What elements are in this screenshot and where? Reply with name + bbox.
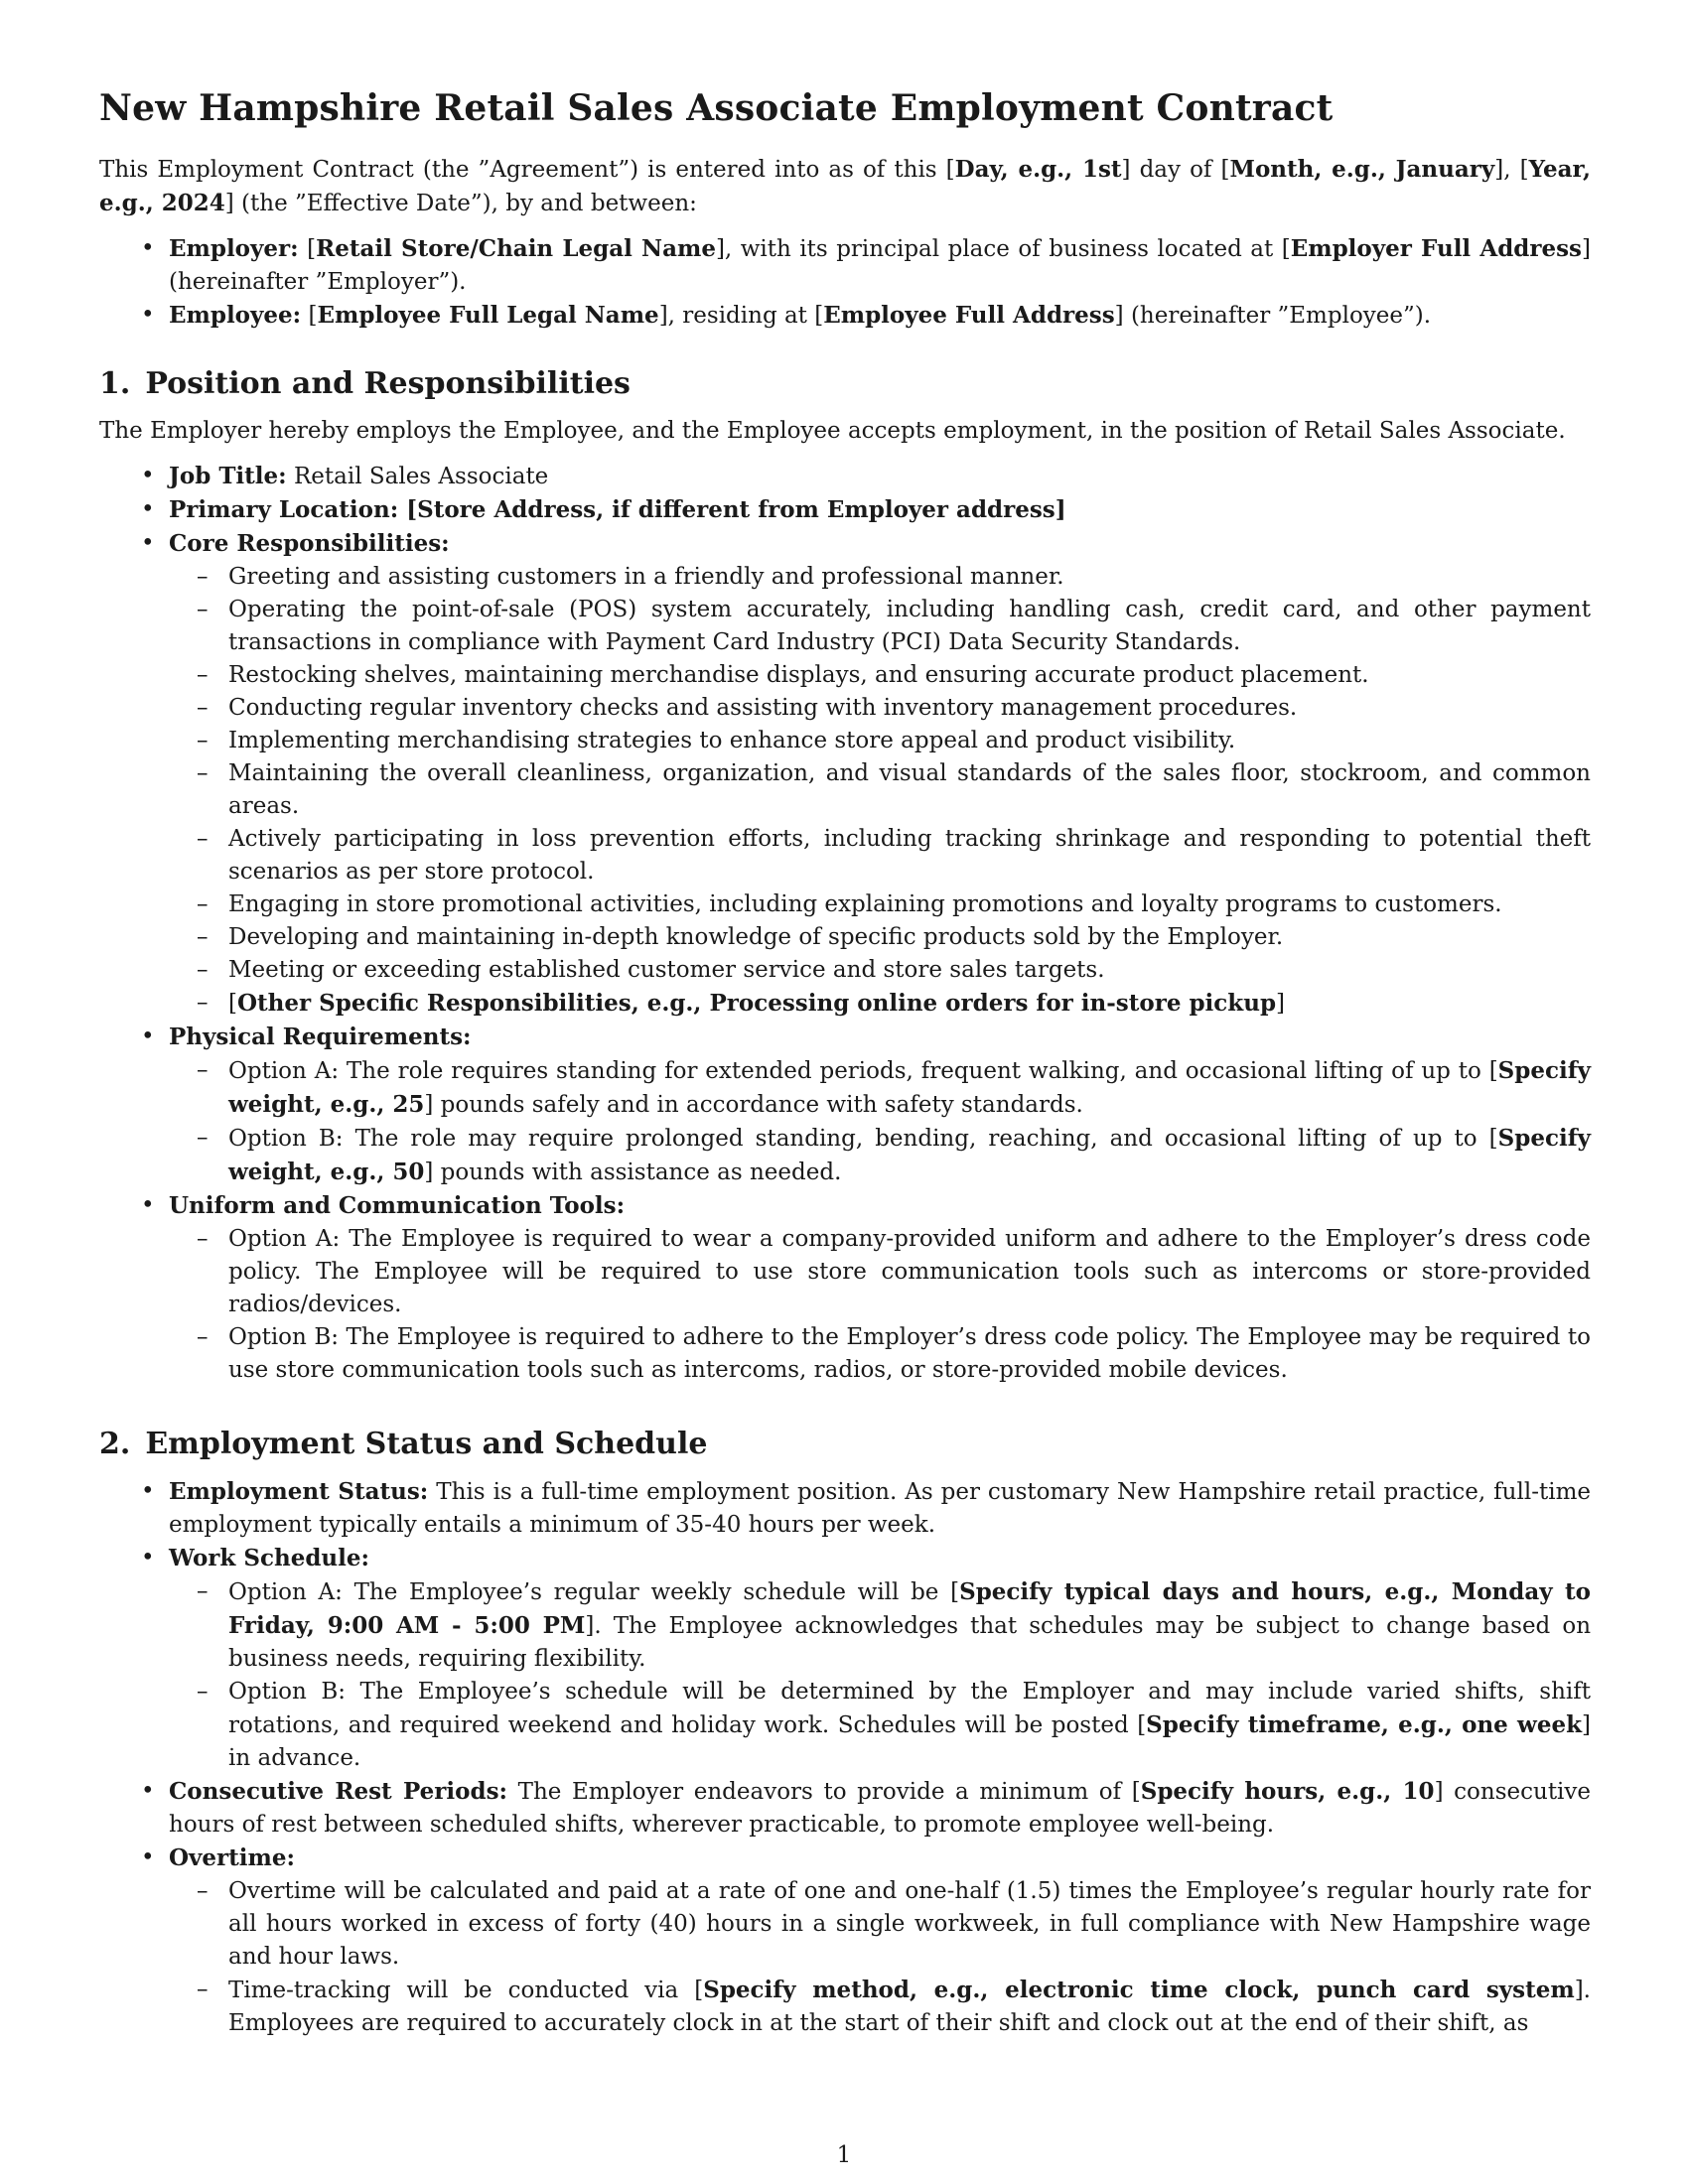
- rest-periods-item: [169, 1775, 1591, 1842]
- uniform-list: [169, 1223, 1591, 1387]
- other-responsibilities-placeholder: Other Specific Responsibilities, e.g., Processing online orders for in-store pickup: [236, 990, 1277, 1017]
- item-label: Core Responsibilities:: [169, 530, 450, 557]
- month-placeholder: Month, e.g., January: [1229, 156, 1495, 183]
- list-item: [228, 1054, 1591, 1122]
- primary-location-item: [169, 493, 1591, 527]
- option-text: ] in advance.: [228, 1712, 1592, 1771]
- item-value: This is a full-time employment position. As per customary New Hampshire retail practice, full-time employment typically entails a minimum of 35-40 hours per week.: [169, 1479, 1592, 1538]
- page-number: 1: [836, 2142, 852, 2168]
- item-label: Physical Requirements:: [169, 1024, 472, 1050]
- time-tracking-placeholder: Specify method, e.g., electronic time clock, punch card system: [703, 1977, 1575, 2003]
- section-1-heading: 1. Position and Responsibilities: [99, 366, 631, 401]
- list-item: [228, 987, 1591, 1021]
- section-2-heading: 2. Employment Status and Schedule: [99, 1427, 708, 1461]
- job-title-item: [169, 460, 1591, 493]
- physical-requirements-item: [169, 1021, 1591, 1189]
- item-label: Employment Status:: [169, 1478, 429, 1505]
- physical-requirements-list: [169, 1054, 1591, 1189]
- employment-status-item: [169, 1475, 1591, 1542]
- option-text: Option B: The Employee’s schedule will be determined by the Employer and may include varied shifts, shift rotations, and required weekend and holiday work. Schedules will be posted [: [228, 1679, 1591, 1738]
- option-text: ]. Employees are required to accurately clock in at the start of their shift and clock out at the end of their shift, as: [228, 1978, 1591, 2036]
- employer-name-placeholder: Retail Store/Chain Legal Name: [316, 235, 716, 262]
- section-1-intro: The Employer hereby employs the Employee, and the Employee accepts employment, in the position of Retail Sales Associate.: [99, 418, 1566, 444]
- list-item: – Operating the point-of-sale (POS) system accurately, including handling cash, credit card, and other payment transactions in compliance with Payment Card Industry (PCI) Data Security Standards.: [228, 594, 1591, 659]
- work-schedule-item: [169, 1542, 1591, 1775]
- bracket: ]: [1055, 496, 1066, 523]
- hours-placeholder: Specify hours, e.g., 10: [1140, 1778, 1435, 1805]
- location-placeholder: Store Address, if different from Employer address: [417, 496, 1055, 523]
- section-1-list: [99, 460, 1591, 1387]
- list-item: – Maintaining the overall cleanliness, organization, and visual standards of the sales floor, stockroom, and common areas.: [228, 757, 1591, 823]
- uniform-item: [169, 1189, 1591, 1387]
- option-text: Option B: The role may require prolonged standing, bending, reaching, and occasional lifting of up to [: [228, 1126, 1498, 1152]
- item-value: ] consecutive hours of rest between scheduled shifts, wherever practicable, to promote employee well-being.: [169, 1779, 1592, 1838]
- overtime-list: [169, 1875, 1591, 2040]
- party-employee: [169, 299, 1591, 333]
- intro-text: ] (the ”Effective Date”), by and between:: [224, 191, 697, 216]
- intro-text: ], [: [1494, 157, 1529, 183]
- party-text: ], with its principal place of business located at [: [715, 236, 1291, 262]
- document-title: New Hampshire Retail Sales Associate Employment Contract: [99, 87, 1334, 129]
- list-item: – Meeting or exceeding established customer service and store sales targets.: [228, 954, 1591, 987]
- party-employer: [169, 232, 1591, 299]
- schedule-placeholder: Specify typical days and hours, e.g., Monday to Friday, 9:00 AM - 5:00 PM: [228, 1578, 1591, 1639]
- intro-paragraph: [99, 153, 1591, 220]
- overtime-item: [169, 1842, 1591, 2040]
- party-text: [: [298, 236, 317, 262]
- item-label: Work Schedule:: [169, 1545, 369, 1571]
- list-item: – Option B: The Employee is required to adhere to the Employer’s dress code policy. The Employee may be required to use store communication tools such as intercoms, radios, or store-provided mobile devices.: [228, 1321, 1591, 1387]
- core-responsibilities-list: [169, 561, 1591, 1021]
- section-2-list: [99, 1475, 1591, 2040]
- employee-address-placeholder: Employee Full Address: [823, 302, 1115, 329]
- party-text: [: [301, 303, 318, 329]
- list-item: – Conducting regular inventory checks and assisting with inventory management procedures.: [228, 692, 1591, 725]
- bracket: ]: [1276, 991, 1286, 1017]
- list-item: [228, 1575, 1591, 1676]
- year-placeholder: Year, e.g., 2024: [99, 156, 1591, 216]
- list-item: – Greeting and assisting customers in a friendly and professional manner.: [228, 561, 1591, 594]
- party-text: ] (hereinafter ”Employee”).: [1114, 303, 1432, 329]
- list-item: – Option A: The Employee is required to wear a company-provided uniform and adhere to the Employer’s dress code policy. The Employee will be required to use store communication tools such as intercoms or store-provided radios/devices.: [228, 1223, 1591, 1321]
- employer-address-placeholder: Employer Full Address: [1290, 235, 1583, 262]
- weight-placeholder: Specify weight, e.g., 25: [228, 1057, 1591, 1118]
- parties-list: [99, 232, 1591, 333]
- list-item: – Actively participating in loss prevention efforts, including tracking shrinkage and responding to potential theft scenarios as per store protocol.: [228, 823, 1591, 888]
- party-text: ], residing at [: [658, 303, 824, 329]
- party-text: ] (hereinafter ”Employer”).: [169, 236, 1591, 295]
- option-text: ] pounds with assistance as needed.: [424, 1160, 842, 1185]
- employee-name-placeholder: Employee Full Legal Name: [317, 302, 659, 329]
- list-item: – Restocking shelves, maintaining merchandise displays, and ensuring accurate product placement.: [228, 659, 1591, 692]
- option-text: ]. The Employee acknowledges that schedules may be subject to change based on business needs, requiring flexibility.: [228, 1613, 1592, 1672]
- day-placeholder: Day, e.g., 1st: [954, 156, 1122, 183]
- intro-text: This Employment Contract (the ”Agreement”) is entered into as of this [: [99, 157, 955, 183]
- list-item: – Overtime will be calculated and paid at a rate of one and one-half (1.5) times the Employee’s regular hourly rate for all hours worked in excess of forty (40) hours in a single workweek, in full compliance with New Hampshire wage and hour laws.: [228, 1875, 1591, 1974]
- party-label: Employer:: [169, 235, 299, 262]
- option-text: Option A: The role requires standing for extended periods, frequent walking, and occasional lifting of up to [: [228, 1058, 1498, 1084]
- item-label: Consecutive Rest Periods:: [169, 1778, 508, 1805]
- option-text: Time-tracking will be conducted via [: [228, 1978, 704, 2003]
- core-responsibilities-item: [169, 527, 1591, 1021]
- bracket: [: [228, 991, 237, 1017]
- list-item: – Implementing merchandising strategies to enhance store appeal and product visibility.: [228, 725, 1591, 757]
- party-label: Employee:: [169, 302, 302, 329]
- list-item: [228, 1974, 1591, 2040]
- item-label: Overtime:: [169, 1844, 295, 1871]
- intro-text: ] day of [: [1121, 157, 1230, 183]
- document-page: [99, 87, 1591, 2040]
- work-schedule-list: [169, 1575, 1591, 1775]
- option-text: Option A: The Employee’s regular weekly schedule will be [: [228, 1579, 960, 1605]
- bracket: [: [398, 496, 418, 523]
- item-label: Job Title:: [169, 463, 287, 489]
- list-item: [228, 1676, 1591, 1775]
- item-label: Primary Location:: [169, 496, 399, 523]
- item-value: Retail Sales Associate: [286, 464, 549, 489]
- item-value: The Employer endeavors to provide a minimum of [: [507, 1779, 1141, 1805]
- option-text: ] pounds safely and in accordance with safety standards.: [424, 1092, 1083, 1118]
- list-item: [228, 1122, 1591, 1189]
- list-item: – Developing and maintaining in-depth knowledge of specific products sold by the Employer.: [228, 921, 1591, 954]
- timeframe-placeholder: Specify timeframe, e.g., one week: [1146, 1711, 1583, 1738]
- list-item: – Engaging in store promotional activities, including explaining promotions and loyalty programs to customers.: [228, 888, 1591, 921]
- weight-placeholder: Specify weight, e.g., 50: [228, 1125, 1591, 1185]
- item-label: Uniform and Communication Tools:: [169, 1192, 626, 1219]
